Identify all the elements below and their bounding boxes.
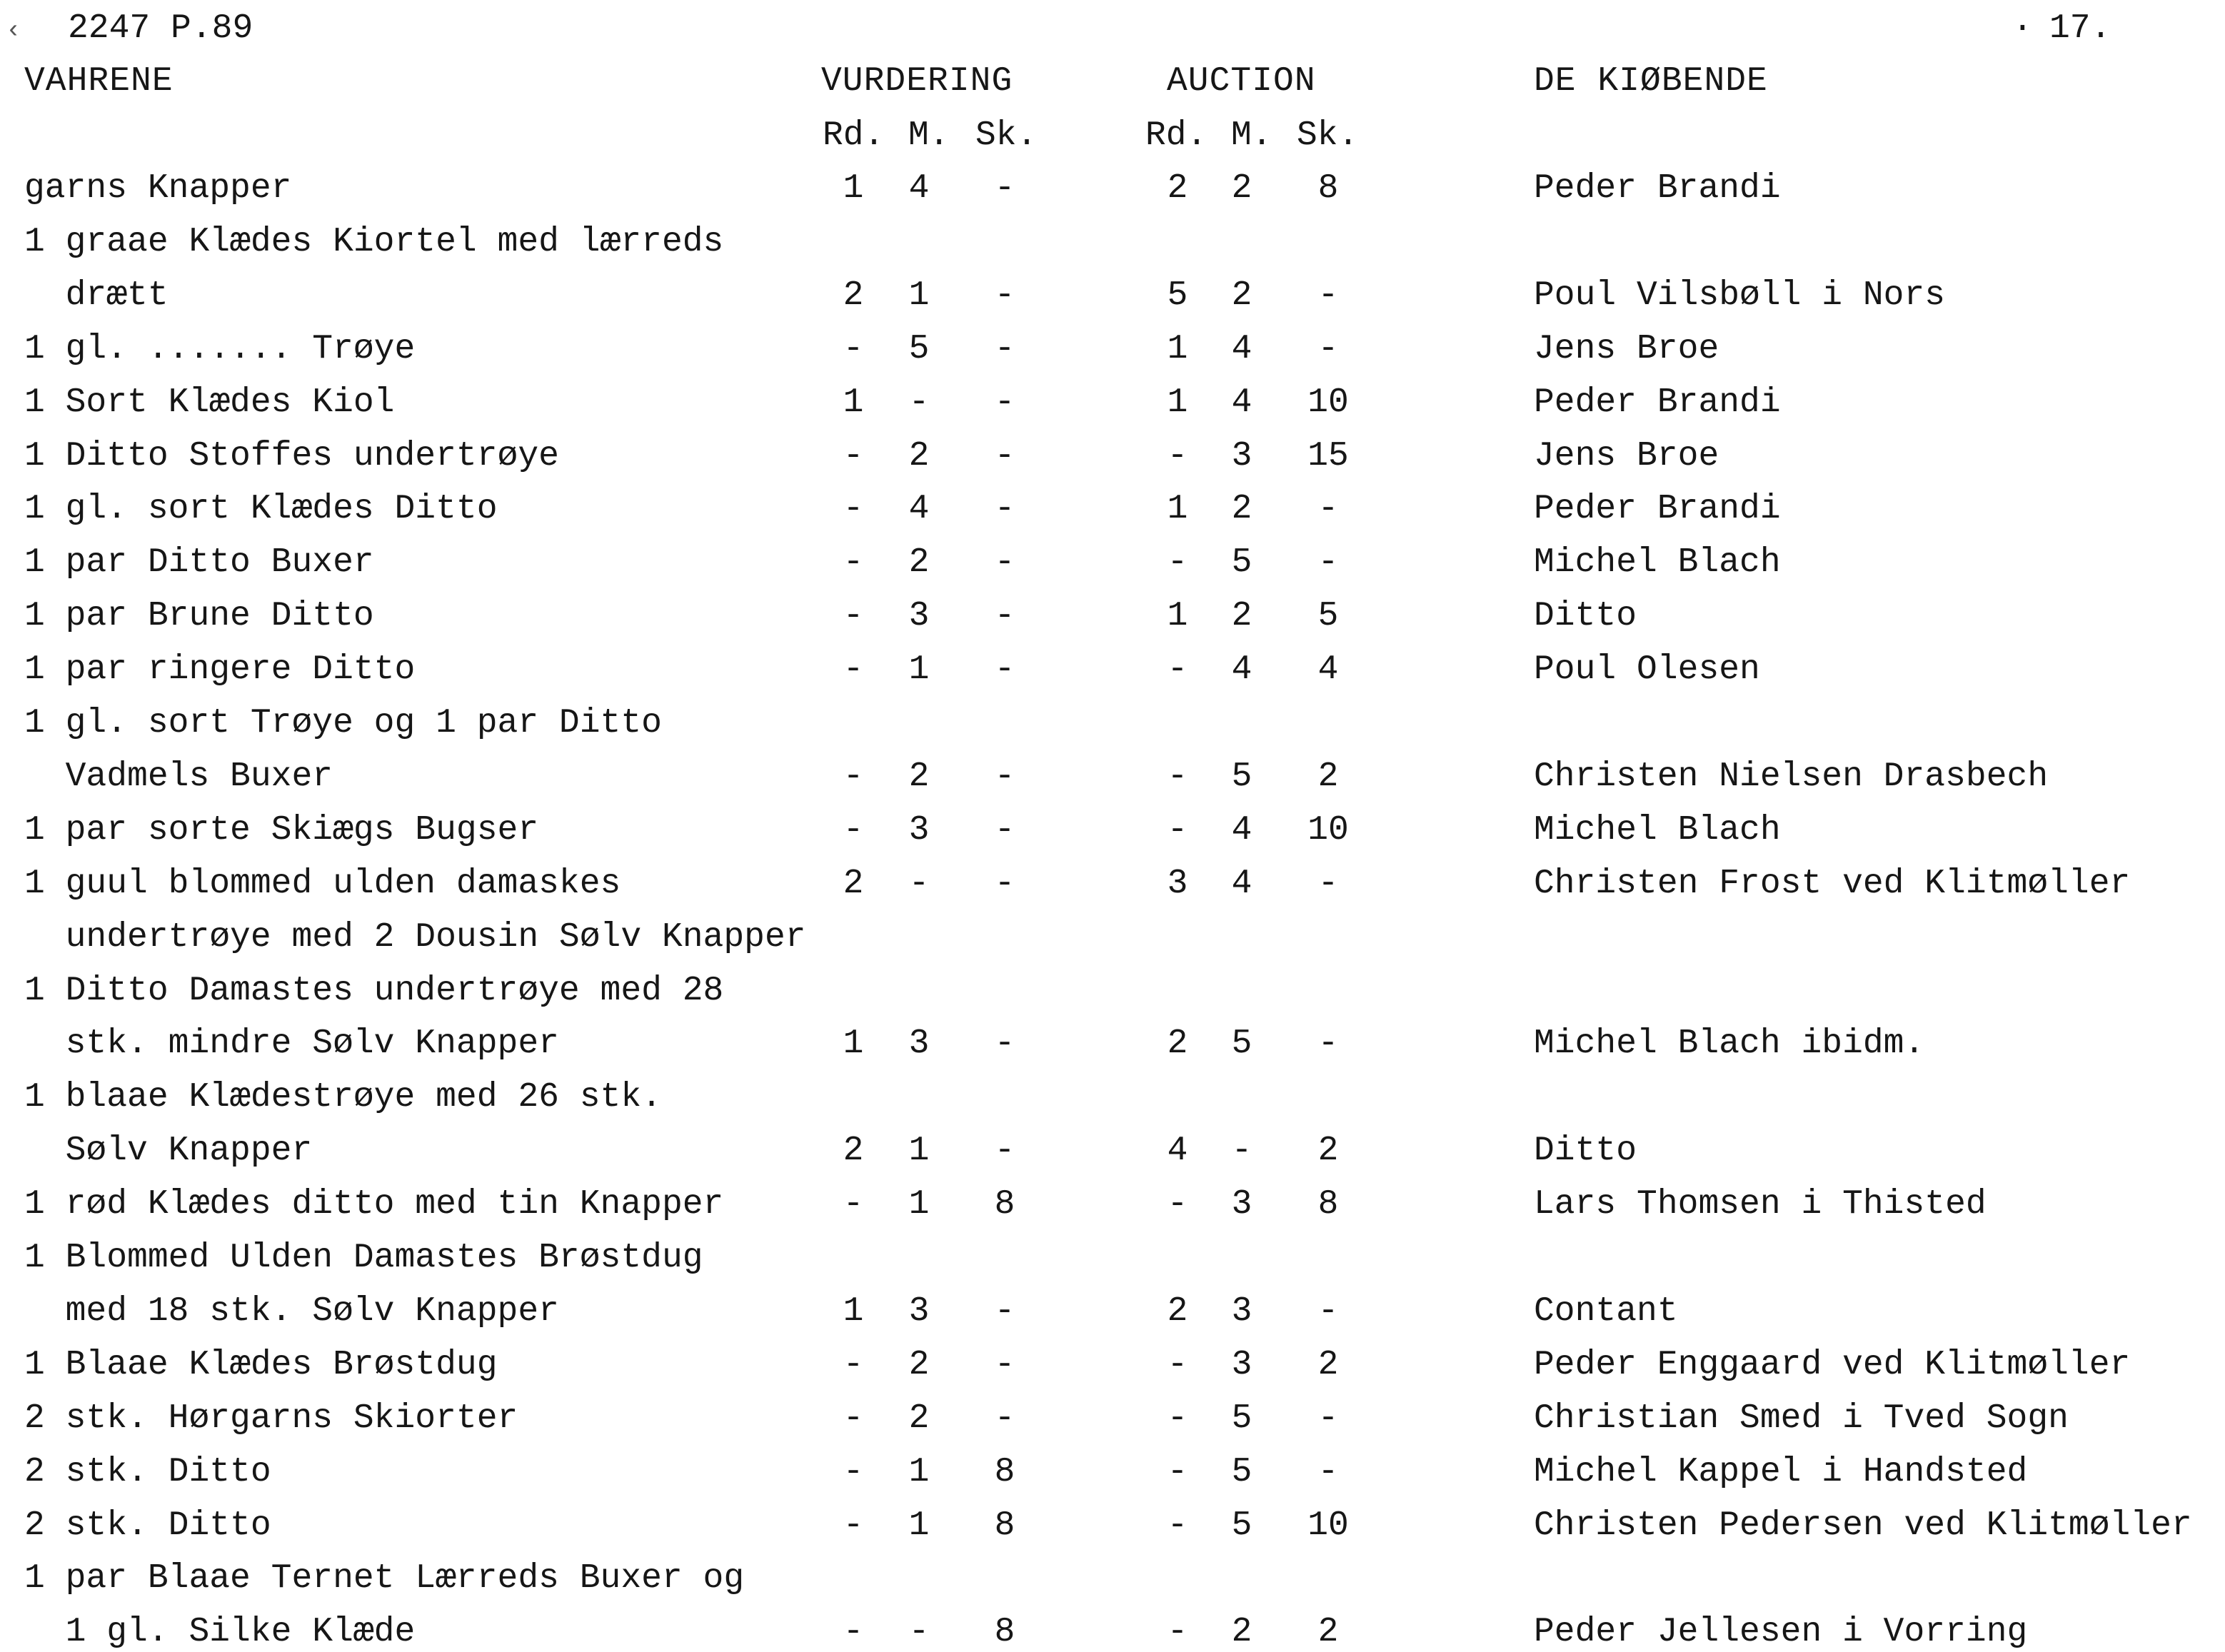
cell-buyer: Contant <box>1534 1292 1678 1331</box>
cell-item: 1 par ringere Ditto <box>24 650 416 689</box>
cell-a-sk: 10 <box>1307 1506 1349 1545</box>
cell-v-m: 2 <box>908 1346 930 1384</box>
cell-buyer: Peder Jellesen i Vorring <box>1534 1613 2028 1651</box>
cell-a-sk: 2 <box>1317 757 1339 796</box>
cell-buyer: Peder Brandi <box>1534 490 1781 528</box>
cell-v-rd: - <box>843 597 864 635</box>
cell-v-sk: - <box>994 1024 1015 1063</box>
cell-a-rd: 1 <box>1167 383 1188 422</box>
cell-a-m: 5 <box>1231 543 1252 582</box>
cell-a-rd: - <box>1167 1185 1188 1224</box>
cell-v-sk: - <box>994 383 1015 422</box>
cell-buyer: Poul Olesen <box>1534 650 1760 689</box>
cell-a-sk: - <box>1317 1024 1339 1063</box>
cell-buyer: Lars Thomsen i Thisted <box>1534 1185 1987 1224</box>
header-auction-sk: Sk. <box>1297 116 1359 155</box>
cell-v-m: 2 <box>908 437 930 475</box>
cell-buyer: Poul Vilsbøll i Nors <box>1534 276 1946 315</box>
cell-a-m: 5 <box>1231 1453 1252 1491</box>
cell-v-sk: - <box>994 276 1015 315</box>
cell-a-sk: 10 <box>1307 811 1349 850</box>
cell-a-sk: 4 <box>1317 650 1339 689</box>
cell-v-m: 1 <box>908 276 930 315</box>
cell-buyer: Michel Kappel i Handsted <box>1534 1453 2028 1491</box>
cell-buyer: Ditto <box>1534 597 1637 635</box>
cell-v-rd: 2 <box>843 1132 864 1170</box>
cell-v-rd: - <box>843 757 864 796</box>
cell-v-m: 3 <box>908 1292 930 1331</box>
cell-item: Sølv Knapper <box>24 1132 313 1170</box>
cell-v-sk: - <box>994 330 1015 368</box>
cell-a-m: 5 <box>1231 1399 1252 1438</box>
cell-item: 1 graae Klædes Kiortel med lærreds <box>24 223 724 261</box>
cell-a-m: 2 <box>1231 597 1252 635</box>
cell-a-sk: - <box>1317 330 1339 368</box>
cell-v-rd: - <box>843 437 864 475</box>
cell-v-m: 1 <box>908 1132 930 1170</box>
cell-a-m: - <box>1231 1132 1252 1170</box>
cell-v-rd: - <box>843 1185 864 1224</box>
cell-item: 2 stk. Ditto <box>24 1506 271 1545</box>
cell-a-rd: 2 <box>1167 169 1188 208</box>
cell-item: 1 par sorte Skiægs Bugser <box>24 811 539 850</box>
cell-a-sk: 8 <box>1317 169 1339 208</box>
cell-item: garns Knapper <box>24 169 292 208</box>
cell-buyer: Peder Brandi <box>1534 383 1781 422</box>
cell-a-m: 4 <box>1231 330 1252 368</box>
cell-v-rd: - <box>843 1346 864 1384</box>
cell-a-m: 3 <box>1231 1346 1252 1384</box>
cell-a-sk: 15 <box>1307 437 1349 475</box>
cell-buyer: Jens Broe <box>1534 437 1719 475</box>
cell-v-rd: 1 <box>843 383 864 422</box>
cell-v-m: 2 <box>908 543 930 582</box>
cell-v-sk: - <box>994 1346 1015 1384</box>
cell-buyer: Christen Nielsen Drasbech <box>1534 757 2049 796</box>
cell-a-sk: - <box>1317 543 1339 582</box>
header-auction-rd: Rd. <box>1145 116 1207 155</box>
cell-v-rd: 1 <box>843 169 864 208</box>
cell-item: 1 guul blommed ulden damaskes <box>24 865 621 903</box>
cell-a-m: 5 <box>1231 1506 1252 1545</box>
cell-item: med 18 stk. Sølv Knapper <box>24 1292 559 1331</box>
cell-item: 2 stk. Ditto <box>24 1453 271 1491</box>
cell-v-sk: - <box>994 169 1015 208</box>
cell-a-rd: - <box>1167 543 1188 582</box>
cell-item: Vadmels Buxer <box>24 757 333 796</box>
cell-v-m: 1 <box>908 1453 930 1491</box>
cell-v-sk: - <box>994 490 1015 528</box>
cell-buyer: Christen Pedersen ved Klitmøller <box>1534 1506 2192 1545</box>
cell-v-sk: - <box>994 1399 1015 1438</box>
cell-a-rd: 2 <box>1167 1292 1188 1331</box>
cell-a-rd: 5 <box>1167 276 1188 315</box>
cell-v-rd: - <box>843 1399 864 1438</box>
cell-v-m: 3 <box>908 1024 930 1063</box>
cell-a-rd: 3 <box>1167 865 1188 903</box>
cell-v-m: 5 <box>908 330 930 368</box>
cell-v-m: 4 <box>908 490 930 528</box>
page-reference: 2247 P.89 <box>68 9 253 48</box>
cell-item: 2 stk. Hørgarns Skiorter <box>24 1399 518 1438</box>
cell-a-m: 4 <box>1231 650 1252 689</box>
cell-item: 1 Ditto Damastes undertrøye med 28 <box>24 972 724 1010</box>
cell-a-sk: 2 <box>1317 1346 1339 1384</box>
header-valuation: VURDERING <box>821 62 1013 101</box>
cell-item: 1 blaae Klædestrøye med 26 stk. <box>24 1078 662 1117</box>
cell-a-m: 3 <box>1231 1185 1252 1224</box>
cell-buyer: Michel Blach ibidm. <box>1534 1024 1925 1063</box>
cell-a-sk: - <box>1317 1399 1339 1438</box>
cell-a-rd: - <box>1167 1399 1188 1438</box>
cell-a-m: 5 <box>1231 1024 1252 1063</box>
cell-v-rd: - <box>843 650 864 689</box>
cell-v-m: 2 <box>908 757 930 796</box>
cell-item: stk. mindre Sølv Knapper <box>24 1024 559 1063</box>
cell-v-m: 3 <box>908 597 930 635</box>
cell-a-sk: - <box>1317 1292 1339 1331</box>
cell-buyer: Michel Blach <box>1534 811 1781 850</box>
cell-a-sk: - <box>1317 490 1339 528</box>
cell-v-m: 3 <box>908 811 930 850</box>
cell-v-sk: 8 <box>994 1506 1015 1545</box>
cell-buyer: Ditto <box>1534 1132 1637 1170</box>
cell-buyer: Michel Blach <box>1534 543 1781 582</box>
cell-item: 1 gl. sort Trøye og 1 par Ditto <box>24 704 662 742</box>
cell-a-rd: - <box>1167 1506 1188 1545</box>
cell-a-rd: 2 <box>1167 1024 1188 1063</box>
cell-v-m: 4 <box>908 169 930 208</box>
cell-a-m: 2 <box>1231 276 1252 315</box>
cell-a-m: 4 <box>1231 383 1252 422</box>
cell-item: 1 gl. sort Klædes Ditto <box>24 490 498 528</box>
cell-a-rd: 4 <box>1167 1132 1188 1170</box>
cell-v-m: 2 <box>908 1399 930 1438</box>
cell-v-m: 1 <box>908 650 930 689</box>
cell-v-rd: - <box>843 1453 864 1491</box>
header-valuation-m: M. <box>908 116 950 155</box>
cell-buyer: Peder Enggaard ved Klitmøller <box>1534 1346 2131 1384</box>
cell-v-sk: - <box>994 865 1015 903</box>
cell-v-rd: - <box>843 1613 864 1651</box>
cell-v-rd: 1 <box>843 1024 864 1063</box>
cell-v-sk: - <box>994 597 1015 635</box>
cell-a-m: 5 <box>1231 757 1252 796</box>
cell-v-sk: 8 <box>994 1185 1015 1224</box>
cell-item: 1 par Blaae Ternet Lærreds Buxer og <box>24 1559 745 1598</box>
cell-v-sk: - <box>994 811 1015 850</box>
cell-v-sk: - <box>994 543 1015 582</box>
cell-v-rd: 2 <box>843 276 864 315</box>
cell-item: drætt <box>24 276 169 315</box>
cell-item: undertrøye med 2 Dousin Sølv Knapper <box>24 918 806 957</box>
cell-v-rd: 1 <box>843 1292 864 1331</box>
cell-v-rd: - <box>843 811 864 850</box>
cell-a-rd: - <box>1167 811 1188 850</box>
cell-a-sk: - <box>1317 276 1339 315</box>
margin-mark: ‹ <box>6 16 21 45</box>
cell-v-m: - <box>908 383 930 422</box>
header-valuation-rd: Rd. <box>823 116 885 155</box>
cell-v-sk: - <box>994 1292 1015 1331</box>
cell-buyer: Jens Broe <box>1534 330 1719 368</box>
cell-item: 1 par Ditto Buxer <box>24 543 374 582</box>
cell-a-sk: - <box>1317 1453 1339 1491</box>
cell-a-rd: - <box>1167 650 1188 689</box>
cell-buyer: Christian Smed i Tved Sogn <box>1534 1399 2069 1438</box>
cell-v-m: - <box>908 1613 930 1651</box>
cell-v-rd: - <box>843 330 864 368</box>
cell-v-m: 1 <box>908 1185 930 1224</box>
cell-item: 1 Sort Klædes Kiol <box>24 383 395 422</box>
cell-a-rd: - <box>1167 1453 1188 1491</box>
cell-v-m: 1 <box>908 1506 930 1545</box>
cell-a-rd: - <box>1167 1346 1188 1384</box>
cell-item: 1 Ditto Stoffes undertrøye <box>24 437 559 475</box>
cell-a-sk: 10 <box>1307 383 1349 422</box>
cell-a-rd: - <box>1167 757 1188 796</box>
header-goods: VAHRENE <box>24 62 174 101</box>
cell-buyer: Christen Frost ved Klitmøller <box>1534 865 2131 903</box>
cell-v-sk: - <box>994 757 1015 796</box>
cell-a-sk: 2 <box>1317 1132 1339 1170</box>
cell-buyer: Peder Brandi <box>1534 169 1781 208</box>
cell-a-sk: 5 <box>1317 597 1339 635</box>
cell-item: 1 Blommed Ulden Damastes Brøstdug <box>24 1239 703 1277</box>
cell-v-sk: - <box>994 437 1015 475</box>
cell-a-m: 2 <box>1231 169 1252 208</box>
cell-a-m: 2 <box>1231 1613 1252 1651</box>
cell-v-sk: 8 <box>994 1453 1015 1491</box>
cell-v-sk: 8 <box>994 1613 1015 1651</box>
cell-v-rd: - <box>843 1506 864 1545</box>
cell-item: 1 par Brune Ditto <box>24 597 374 635</box>
cell-a-sk: - <box>1317 865 1339 903</box>
cell-a-rd: 1 <box>1167 490 1188 528</box>
header-auction: AUCTION <box>1167 62 1316 101</box>
cell-a-rd: 1 <box>1167 330 1188 368</box>
cell-a-m: 4 <box>1231 811 1252 850</box>
cell-item: 1 rød Klædes ditto med tin Knapper <box>24 1185 724 1224</box>
cell-v-m: - <box>908 865 930 903</box>
cell-a-m: 3 <box>1231 1292 1252 1331</box>
cell-v-sk: - <box>994 650 1015 689</box>
cell-a-m: 2 <box>1231 490 1252 528</box>
cell-v-rd: - <box>843 543 864 582</box>
page-number: 17. <box>2049 9 2111 48</box>
page-dot: · <box>2012 9 2033 48</box>
cell-v-rd: - <box>843 490 864 528</box>
header-valuation-sk: Sk. <box>975 116 1038 155</box>
cell-a-m: 4 <box>1231 865 1252 903</box>
cell-a-sk: 8 <box>1317 1185 1339 1224</box>
cell-v-rd: 2 <box>843 865 864 903</box>
cell-a-rd: - <box>1167 437 1188 475</box>
header-buyers: DE KIØBENDE <box>1534 62 1768 101</box>
cell-item: 1 gl. Silke Klæde <box>24 1613 416 1651</box>
cell-a-rd: - <box>1167 1613 1188 1651</box>
header-auction-m: M. <box>1231 116 1272 155</box>
cell-v-sk: - <box>994 1132 1015 1170</box>
cell-a-m: 3 <box>1231 437 1252 475</box>
cell-item: 1 gl. ....... Trøye <box>24 330 416 368</box>
cell-item: 1 Blaae Klædes Brøstdug <box>24 1346 498 1384</box>
cell-a-sk: 2 <box>1317 1613 1339 1651</box>
cell-a-rd: 1 <box>1167 597 1188 635</box>
